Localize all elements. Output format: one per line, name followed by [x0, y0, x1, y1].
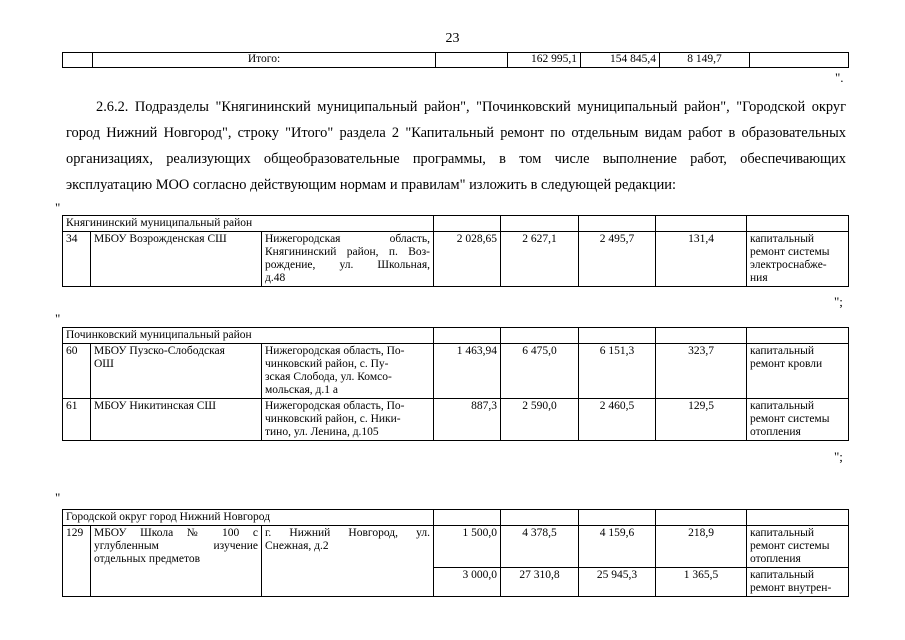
address-line: мольская, д.1 а [265, 384, 338, 396]
work-line: ния [750, 272, 768, 284]
address-line: рождение, ул. Школьная, [265, 259, 431, 271]
value-cell: 2 495,7 [579, 232, 656, 287]
value-cell: 131,4 [656, 232, 747, 287]
amendment-paragraph [66, 94, 846, 198]
header-empty-cell [501, 510, 579, 526]
total-label: Итого: [93, 53, 436, 68]
district-header: Городской округ город Нижний Новгород [63, 510, 434, 526]
school-address [262, 344, 434, 399]
header-empty-cell [656, 328, 747, 344]
value-cell: 2 460,5 [579, 399, 656, 441]
address-line: г. Нижний Новгород, ул. [265, 527, 430, 539]
address-line: тино, ул. Ленина, д.105 [265, 426, 379, 438]
total-value-1: 162 995,1 [508, 53, 581, 68]
school-address [262, 399, 434, 441]
district-table-knyagininsky [62, 215, 849, 287]
value-cell: 2 028,65 [434, 232, 501, 287]
closing-quote-semicolon: "; [834, 449, 843, 464]
school-address [262, 232, 434, 287]
paragraph-text: 2.6.2. Подразделы "Княгининский муниципальный район", "Починковский муниципальный район", "Городской округ город Нижний Новгород", строку "Итого" раздела 2 "Капитальный ремонт по отдельным видам работ в образовательных организациях, реализующих общеобразовательные программы, в том числе выполнение работ, обеспечивающих эксплуатацию МОО согласно действующим нормам и правилам" изложить в следующей редакции: [66, 99, 846, 193]
total-value-3: 8 149,7 [660, 53, 750, 68]
row-number: 129 [63, 526, 91, 597]
header-empty-cell [656, 510, 747, 526]
total-cell-empty [63, 53, 93, 68]
work-line: капитальный [750, 569, 815, 581]
top-total-table [62, 52, 849, 68]
header-empty-cell [579, 216, 656, 232]
work-line: отопления [750, 553, 801, 565]
work-line: электроснабже- [750, 259, 827, 271]
opening-quote: " [55, 200, 61, 215]
address-line: Снежная, д.2 [265, 540, 329, 552]
work-line: отопления [750, 426, 801, 438]
value-cell: 25 945,3 [579, 568, 656, 597]
work-line: ремонт внутрен- [750, 582, 832, 594]
opening-quote: " [55, 490, 61, 505]
name-line: МБОУ Школа № 100 с [94, 527, 258, 539]
work-line: ремонт системы [750, 540, 830, 552]
header-empty-cell [501, 328, 579, 344]
address-line: чинковский район, с. Пу- [265, 358, 389, 370]
opening-quote: " [55, 311, 61, 326]
value-cell: 6 151,3 [579, 344, 656, 399]
value-cell: 6 475,0 [501, 344, 579, 399]
value-cell: 27 310,8 [501, 568, 579, 597]
row-number: 61 [63, 399, 91, 441]
school-address [262, 526, 434, 597]
work-line: ремонт системы [750, 413, 830, 425]
total-cell-empty [436, 53, 508, 68]
name-line: МБОУ Пузско-Слободская [94, 345, 225, 357]
district-table-pochinkovsky [62, 327, 849, 441]
work-line: ремонт системы [750, 246, 830, 258]
school-name [91, 526, 262, 597]
value-cell: 129,5 [656, 399, 747, 441]
header-empty-cell [434, 510, 501, 526]
header-empty-cell [747, 328, 849, 344]
closing-quote-semicolon: "; [834, 294, 843, 309]
header-empty-cell [579, 328, 656, 344]
address-line: Нижегородская область, По- [265, 345, 405, 357]
header-empty-cell [434, 216, 501, 232]
header-empty-cell [501, 216, 579, 232]
value-cell: 1 463,94 [434, 344, 501, 399]
address-line: Нижегородская область, [265, 233, 431, 245]
header-empty-cell [747, 510, 849, 526]
work-type [747, 344, 849, 399]
table-row [63, 232, 849, 287]
work-line: капитальный [750, 527, 815, 539]
work-line: ремонт кровли [750, 358, 823, 370]
district-header: Починковский муниципальный район [63, 328, 434, 344]
value-cell: 4 159,6 [579, 526, 656, 568]
total-value-2: 154 845,4 [581, 53, 660, 68]
row-number: 60 [63, 344, 91, 399]
value-cell: 2 590,0 [501, 399, 579, 441]
value-cell: 3 000,0 [434, 568, 501, 597]
total-cell-empty [750, 53, 849, 68]
name-line: ОШ [94, 358, 114, 370]
work-line: капитальный [750, 400, 815, 412]
row-number: 34 [63, 232, 91, 287]
header-empty-cell [579, 510, 656, 526]
table-row [63, 526, 849, 568]
address-line: Нижегородская область, По- [265, 400, 405, 412]
value-cell: 218,9 [656, 526, 747, 568]
address-line: д.48 [265, 272, 286, 284]
address-line: Княгининский район, п. Воз- [265, 246, 431, 258]
work-line: капитальный [750, 233, 815, 245]
work-type [747, 232, 849, 287]
value-cell: 1 365,5 [656, 568, 747, 597]
school-name: МБОУ Никитинская СШ [91, 399, 262, 441]
header-empty-cell [656, 216, 747, 232]
district-header: Княгининский муниципальный район [63, 216, 434, 232]
value-cell: 4 378,5 [501, 526, 579, 568]
name-line: отдельных предметов [94, 553, 201, 565]
value-cell: 2 627,1 [501, 232, 579, 287]
work-type [747, 399, 849, 441]
value-cell: 1 500,0 [434, 526, 501, 568]
closing-quote: ". [835, 70, 844, 85]
page-number: 23 [445, 31, 460, 46]
name-line: углубленным изучение [94, 540, 258, 552]
address-line: зская Слобода, ул. Комсо- [265, 371, 392, 383]
table-row [63, 399, 849, 441]
table-row [63, 344, 849, 399]
address-line: чинковский район, с. Ники- [265, 413, 401, 425]
header-empty-cell [434, 328, 501, 344]
school-name [91, 344, 262, 399]
work-type [747, 568, 849, 597]
school-name: МБОУ Возрожденская СШ [91, 232, 262, 287]
value-cell: 323,7 [656, 344, 747, 399]
work-line: капитальный [750, 345, 815, 357]
header-empty-cell [747, 216, 849, 232]
work-type [747, 526, 849, 568]
value-cell: 887,3 [434, 399, 501, 441]
district-table-nizhny-novgorod [62, 509, 849, 597]
